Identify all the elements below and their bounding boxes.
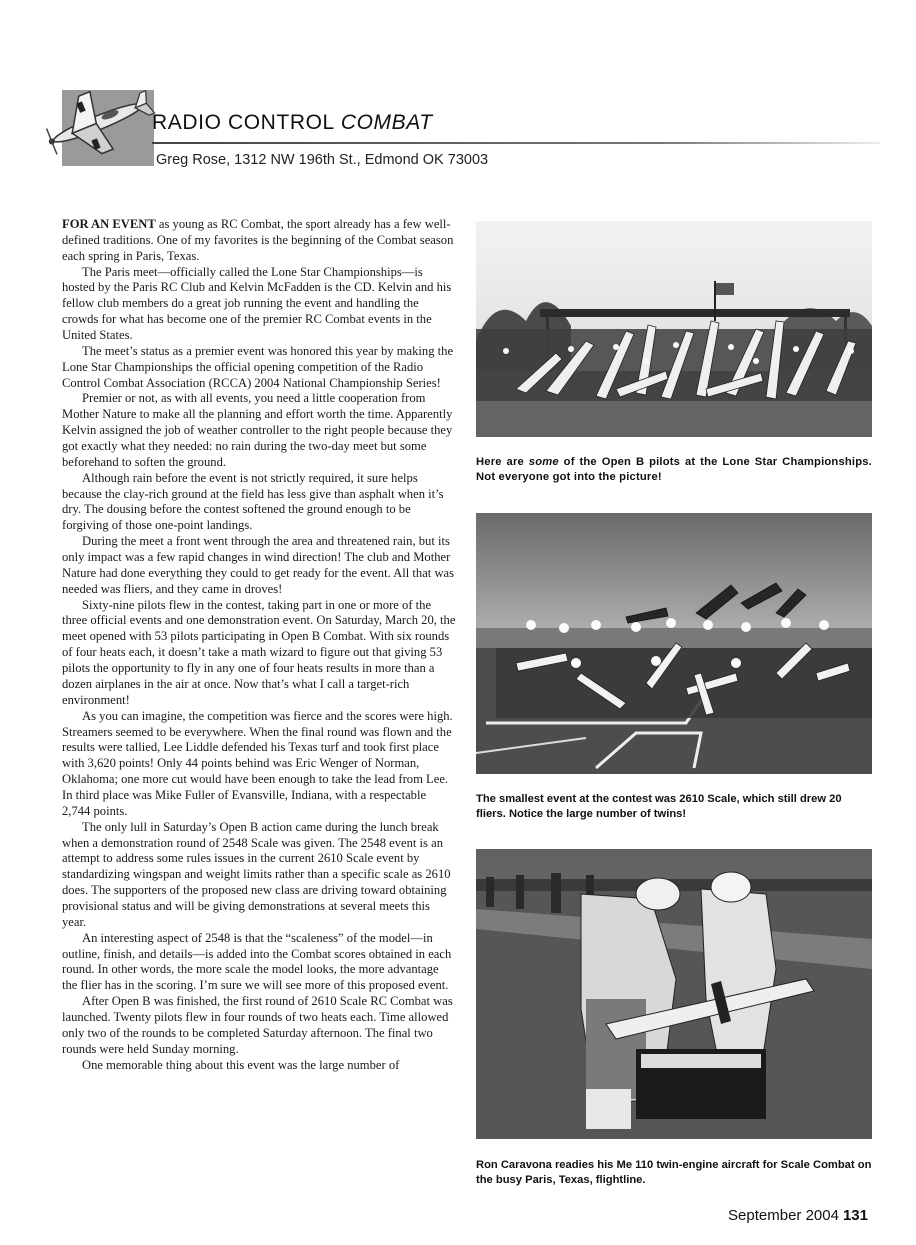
column-title-main: RADIO CONTROL [152, 111, 335, 134]
caption-text: Here are [476, 456, 529, 468]
paragraph-text: as young as RC Combat, the sport already has a few well-defined traditions. One of my favorites is the beginning of the Combat season each spring in Paris, Texas. [62, 217, 454, 263]
issue-date: September 2004 [728, 1207, 839, 1224]
page-footer [728, 1207, 868, 1224]
column-title [152, 111, 433, 135]
article-paragraph: Although rain before the event is not strictly required, it sure helps because the clay-rich ground at the field has less give than asphalt when it’s dry. The dousing before the contest softened the ground enough to be forgiving of those one-point landings. [62, 470, 444, 533]
photo-caption: The smallest event at the contest was 2610 Scale, which still drew 20 fliers. Notice the large number of twins! [476, 793, 842, 820]
article-paragraph: As you can imagine, the competition was fierce and the scores were high. Streamers seemed to be everywhere. When the final round was flown and the results were tallied, Lee Liddle defended his Texas turf and took first place with 3,620 points! Only 44 points behind was Eric Wenger of Norman, Oklahoma; one more cut would have been enough to take the lead from Lee. In third place was Mike Fuller of Evansville, Indiana, with a respectable 2,744 points. [62, 708, 453, 818]
article-paragraph: Sixty-nine pilots flew in the contest, taking part in one or more of the three official events and one demonstration event. On Saturday, March 20, the meet opened with 53 pilots participating in Open B Combat. With six rounds of four heats each, it doesn’t take a math wizard to figure out that giving 53 pilots the opportunity to fly in any one of four heats results in more than a dozen airplanes in the air at once. Now that’s what I call a target-rich environment! [62, 597, 456, 707]
article-paragraph: The Paris meet—officially called the Lone Star Championships—is hosted by the Paris RC Club and Kelvin McFadden is the CD. Kelvin and his fellow club members do a great job running the event and handling the crowds for what has become one of the premier RC Combat events in the United States. [62, 264, 452, 343]
lead-in: FOR AN EVENT [62, 217, 156, 231]
author-address: Greg Rose, 1312 NW 196th St., Edmond OK 73003 [156, 152, 489, 168]
article-paragraph: The only lull in Saturday’s Open B action came during the lunch break when a demonstration round of 2548 Scale was given. The 2548 event is an attempt to address some rules issues in the current 2610 Scale event by standardizing wingspan and weight limits rather than a specific scale as 2610 does. The supporters of the proposed new class are driving toward obtaining provisional status and will be giving demonstrations at several meets this year. [62, 819, 451, 929]
column-title-italic: COMBAT [340, 111, 433, 134]
article-paragraph: Premier or not, as with all events, you need a little cooperation from Mother Nature to make all the planning and effort worth the time. Apparently Kelvin assigned the job of weather controller to the right people because they got exactly what they needed: no rain during the two-day meet but some beforehand to soften the ground. [62, 391, 453, 469]
article-paragraph: After Open B was finished, the first round of 2610 Scale RC Combat was launched. Twenty pilots flew in four rounds of two heats each. Time allowed only two of the rounds to be completed Saturday afternoon. The final two rounds were held Sunday morning. [62, 994, 453, 1056]
photo-caption: Ron Caravona readies his Me 110 twin-engine aircraft for Scale Combat on the busy Paris, Texas, flightline. [476, 1159, 872, 1186]
page-number: 131 [842, 1207, 868, 1224]
photo-me110-flightline [476, 849, 872, 1139]
article-paragraph: An interesting aspect of 2548 is that the “scaleness” of the model—in outline, finish, and details—is added into the Combat scores obtained in each round. In other words, the more scale the model looks, the more advantage the flier has in the scoring. I’m sure we will see more of this proposed event. [62, 930, 452, 993]
caption-text: of the Open B pilots at the Lone Star Championships. Not everyone got into the picture! [476, 456, 872, 483]
article-paragraph: One memorable thing about this event was the large number of [82, 1057, 400, 1072]
photo-2610-scale-fliers [476, 513, 872, 774]
caption-emphasis: some [528, 456, 559, 468]
photo-caption [476, 455, 872, 485]
article-paragraph: The meet’s status as a premier event was honored this year by making the Lone Star Championships the official opening competition of the Radio Control Combat Association (RCCA) 2004 National Championship Series! [62, 343, 454, 390]
article-paragraph: During the meet a front went through the area and threatened rain, but its only impact was a few rapid changes in wind direction! The club and Mother Nature had done everything they could to get ready for the event. All that was needed was fliers, and they came in droves! [62, 534, 455, 596]
article-paragraph [62, 217, 457, 265]
combat-plane-logo-icon [30, 88, 160, 158]
photo-open-b-pilots [476, 221, 872, 437]
header-rule [152, 142, 880, 144]
article-body [62, 217, 457, 1073]
